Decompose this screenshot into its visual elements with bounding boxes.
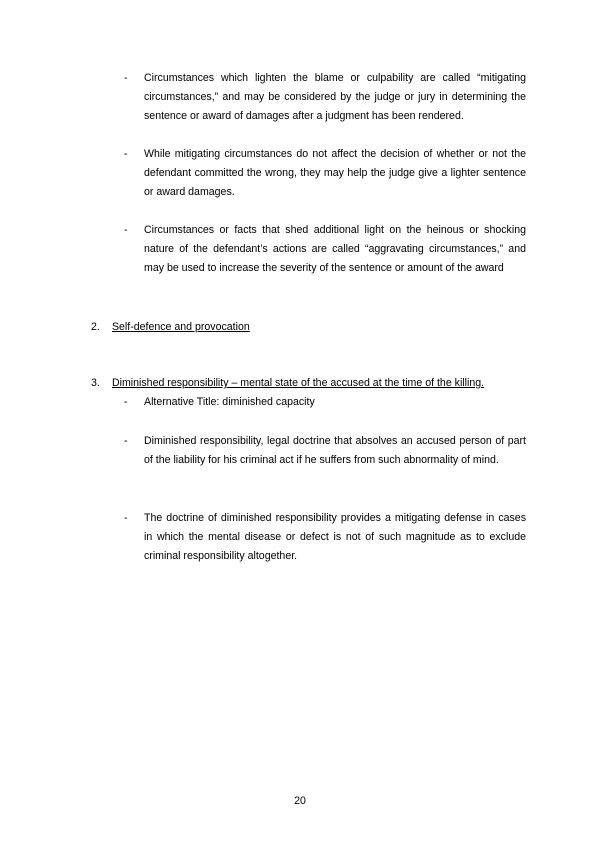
section-title: Diminished responsibility – mental state of the accused at the time of the killing. — [111, 377, 485, 389]
section-title: Self-defence and provocation — [111, 321, 250, 333]
bullet-text: Diminished responsibility, legal doctrine that absolves an accused person of part of the liability for his criminal act if he suffers from such abnormality of mind. — [144, 435, 526, 466]
bullet-text: The doctrine of diminished responsibility provides a mitigating defense in cases in which the mental disease or defect is not of such magnitude as to exclude criminal responsibility altogether. — [144, 512, 526, 562]
bullet-mitigating-effect — [124, 145, 526, 202]
bullet-mitigating-circumstances — [124, 69, 526, 126]
bullet-dash: - — [124, 512, 128, 524]
bullet-text: While mitigating circumstances do not affect the decision of whether or not the defendant committed the wrong, they may help the judge give a lighter sentence or award damages. — [144, 148, 526, 198]
bullet-text: Alternative Title: diminished capacity — [144, 396, 315, 408]
bullet-diminished-definition — [124, 432, 526, 470]
section-heading-self-defence — [91, 318, 250, 337]
section-heading-diminished-responsibility — [91, 374, 484, 393]
bullet-alternative-title — [124, 393, 526, 412]
section-number: 3. — [91, 377, 100, 389]
bullet-dash: - — [124, 72, 128, 84]
bullet-dash: - — [124, 224, 128, 236]
page-number: 20 — [294, 795, 306, 807]
bullet-diminished-doctrine — [124, 509, 526, 566]
section-number: 2. — [91, 321, 100, 333]
bullet-dash: - — [124, 148, 128, 160]
bullet-dash: - — [124, 396, 128, 408]
bullet-text: Circumstances which lighten the blame or culpability are called “mitigating circumstances,” and may be considered by the judge or jury in determining the sentence or award of damages after a judgment has been rendered. — [144, 72, 526, 122]
bullet-aggravating-circumstances — [124, 221, 526, 278]
bullet-dash: - — [124, 435, 128, 447]
bullet-text: Circumstances or facts that shed additional light on the heinous or shocking nature of the defendant’s actions are called “aggravating circumstances,” and may be used to increase the severity of the sentence or amount of the award — [144, 224, 526, 274]
